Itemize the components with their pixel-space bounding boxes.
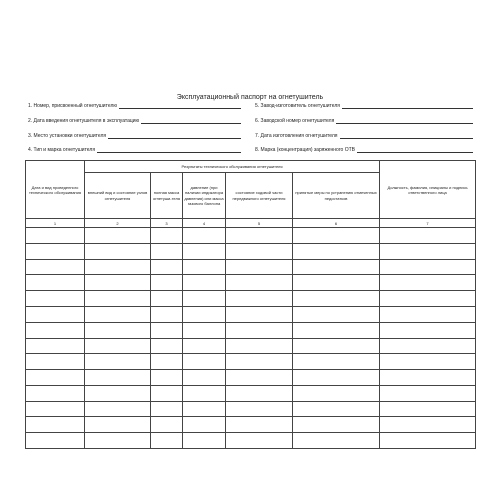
table-cell[interactable] xyxy=(293,338,380,354)
table-row xyxy=(26,259,476,275)
header-maintenance-results: Результаты технического обслуживания огнетушителя xyxy=(85,161,380,173)
field-type-label: 4. Тип и марка огнетушителя xyxy=(28,147,96,153)
table-cell[interactable] xyxy=(293,401,380,417)
header-pressure: давление (при наличии индикатора давления) или масса газового баллона xyxy=(183,172,226,219)
table-cell[interactable] xyxy=(183,259,226,275)
table-cell[interactable] xyxy=(183,401,226,417)
field-location-input[interactable] xyxy=(108,133,241,139)
field-manufacture-date-label: 7. Дата изготовления огнетушителя xyxy=(255,133,338,139)
table-cell[interactable] xyxy=(183,243,226,259)
table-cell[interactable] xyxy=(85,338,151,354)
field-number-label: 1. Номер, присвоенный огнетушителю xyxy=(28,103,118,109)
table-cell[interactable] xyxy=(26,322,85,338)
table-row xyxy=(26,306,476,322)
table-cell[interactable] xyxy=(183,338,226,354)
table-cell[interactable] xyxy=(183,354,226,370)
table-row xyxy=(26,433,476,449)
table-cell[interactable] xyxy=(151,306,183,322)
table-cell[interactable] xyxy=(226,401,293,417)
table-cell[interactable] xyxy=(26,433,85,449)
table-cell[interactable] xyxy=(380,228,476,244)
table-cell[interactable] xyxy=(85,417,151,433)
column-number: 4 xyxy=(183,219,226,228)
column-number: 6 xyxy=(293,219,380,228)
table-cell[interactable] xyxy=(226,228,293,244)
table-cell[interactable] xyxy=(226,354,293,370)
field-serial-label: 6. Заводской номер огнетушителя xyxy=(255,118,335,124)
maintenance-table xyxy=(25,160,476,449)
table-cell[interactable] xyxy=(26,243,85,259)
table-cell[interactable] xyxy=(293,417,380,433)
table-cell[interactable] xyxy=(151,370,183,386)
table-cell[interactable] xyxy=(183,417,226,433)
table-cell[interactable] xyxy=(26,291,85,307)
column-number: 7 xyxy=(380,219,476,228)
table-cell[interactable] xyxy=(183,322,226,338)
table-cell[interactable] xyxy=(380,433,476,449)
table-cell[interactable] xyxy=(293,259,380,275)
table-cell[interactable] xyxy=(151,338,183,354)
header-total-mass: полная масса огнетуши-теля xyxy=(151,172,183,219)
header-responsible-signature: Должность, фамилия, инициалы и подпись ответственного лица xyxy=(380,161,476,219)
field-type xyxy=(28,147,241,153)
table-cell[interactable] xyxy=(380,354,476,370)
table-cell[interactable] xyxy=(293,275,380,291)
table-cell[interactable] xyxy=(151,243,183,259)
column-number-row xyxy=(26,219,476,228)
table-cell[interactable] xyxy=(151,275,183,291)
table-cell[interactable] xyxy=(183,370,226,386)
table-row xyxy=(26,228,476,244)
table-cell[interactable] xyxy=(151,291,183,307)
table-cell[interactable] xyxy=(380,306,476,322)
table-row xyxy=(26,243,476,259)
table-cell[interactable] xyxy=(293,243,380,259)
table-cell[interactable] xyxy=(85,306,151,322)
document-title: Эксплуатационный паспорт на огнетушитель xyxy=(176,94,324,101)
table-cell[interactable] xyxy=(226,417,293,433)
table-cell[interactable] xyxy=(380,385,476,401)
table-cell[interactable] xyxy=(183,433,226,449)
table-cell[interactable] xyxy=(183,275,226,291)
table-cell[interactable] xyxy=(151,228,183,244)
table-cell[interactable] xyxy=(85,243,151,259)
table-cell[interactable] xyxy=(293,370,380,386)
table-cell[interactable] xyxy=(183,385,226,401)
table-row xyxy=(26,385,476,401)
table-cell[interactable] xyxy=(226,338,293,354)
field-commission-date-label: 2. Дата введения огнетушителя в эксплуатацию xyxy=(28,118,140,124)
table-cell[interactable] xyxy=(85,275,151,291)
field-commission-date-input[interactable] xyxy=(141,118,241,124)
table-cell[interactable] xyxy=(151,322,183,338)
table-cell[interactable] xyxy=(293,433,380,449)
table-row xyxy=(26,354,476,370)
table-cell[interactable] xyxy=(26,306,85,322)
table-cell[interactable] xyxy=(85,370,151,386)
table-cell[interactable] xyxy=(226,322,293,338)
field-manufacturer-input[interactable] xyxy=(342,103,473,109)
table-row xyxy=(26,370,476,386)
table-cell[interactable] xyxy=(380,291,476,307)
column-number: 1 xyxy=(26,219,85,228)
table-cell[interactable] xyxy=(293,354,380,370)
table-cell[interactable] xyxy=(151,385,183,401)
table-cell[interactable] xyxy=(183,291,226,307)
field-manufacturer xyxy=(255,103,473,109)
table-cell[interactable] xyxy=(151,401,183,417)
table-cell[interactable] xyxy=(380,338,476,354)
table-cell[interactable] xyxy=(26,354,85,370)
table-cell[interactable] xyxy=(293,228,380,244)
field-location xyxy=(28,133,241,139)
column-number: 5 xyxy=(226,219,293,228)
table-cell[interactable] xyxy=(293,385,380,401)
table-cell[interactable] xyxy=(85,385,151,401)
table-cell[interactable] xyxy=(26,417,85,433)
field-type-input[interactable] xyxy=(97,147,241,153)
field-agent-grade-input[interactable] xyxy=(357,147,473,153)
table-cell[interactable] xyxy=(380,401,476,417)
header-running-gear: состояние ходовой части передвижного огнетушителя xyxy=(226,172,293,219)
table-cell[interactable] xyxy=(380,370,476,386)
field-number xyxy=(28,103,241,109)
table-cell[interactable] xyxy=(85,322,151,338)
table-cell[interactable] xyxy=(26,338,85,354)
table-cell[interactable] xyxy=(226,433,293,449)
table-cell[interactable] xyxy=(183,228,226,244)
table-cell[interactable] xyxy=(85,354,151,370)
table-cell[interactable] xyxy=(380,322,476,338)
table-row xyxy=(26,291,476,307)
field-serial-input[interactable] xyxy=(336,118,473,124)
header-corrective-measures: принятые меры по устранению отмеченных недостатков xyxy=(293,172,380,219)
table-cell[interactable] xyxy=(26,259,85,275)
header-appearance: внешний вид и состояние узлов огнетушителя xyxy=(85,172,151,219)
table-row xyxy=(26,322,476,338)
table-cell[interactable] xyxy=(85,291,151,307)
field-manufacture-date xyxy=(255,133,473,139)
table-cell[interactable] xyxy=(151,354,183,370)
table-cell[interactable] xyxy=(293,322,380,338)
field-manufacturer-label: 5. Завод-изготовитель огнетушителя xyxy=(255,103,341,109)
table-cell[interactable] xyxy=(26,370,85,386)
header-date-type: Дата и вид проведенного технического обслуживания xyxy=(26,161,85,219)
column-number: 3 xyxy=(151,219,183,228)
table-cell[interactable] xyxy=(151,433,183,449)
table-cell[interactable] xyxy=(380,259,476,275)
table-cell[interactable] xyxy=(226,243,293,259)
table-cell[interactable] xyxy=(26,385,85,401)
table-cell[interactable] xyxy=(183,306,226,322)
field-agent-grade xyxy=(255,147,473,153)
table-cell[interactable] xyxy=(226,259,293,275)
field-manufacture-date-input[interactable] xyxy=(340,133,474,139)
table-row xyxy=(26,417,476,433)
table-cell[interactable] xyxy=(293,306,380,322)
table-cell[interactable] xyxy=(293,291,380,307)
table-cell[interactable] xyxy=(380,417,476,433)
table-cell[interactable] xyxy=(85,433,151,449)
table-cell[interactable] xyxy=(226,370,293,386)
table-cell[interactable] xyxy=(380,243,476,259)
table-cell[interactable] xyxy=(151,259,183,275)
table-cell[interactable] xyxy=(226,275,293,291)
table-cell[interactable] xyxy=(380,275,476,291)
table-cell[interactable] xyxy=(26,401,85,417)
table-cell[interactable] xyxy=(85,228,151,244)
table-cell[interactable] xyxy=(26,228,85,244)
table-cell[interactable] xyxy=(26,275,85,291)
table-cell[interactable] xyxy=(85,259,151,275)
field-commission-date xyxy=(28,118,241,124)
table-row xyxy=(26,401,476,417)
table-row xyxy=(26,275,476,291)
field-serial xyxy=(255,118,473,124)
table-cell[interactable] xyxy=(151,417,183,433)
field-number-input[interactable] xyxy=(119,103,241,109)
table-cell[interactable] xyxy=(226,291,293,307)
table-row xyxy=(26,338,476,354)
field-location-label: 3. Место установки огнетушителя xyxy=(28,133,107,139)
table-cell[interactable] xyxy=(226,385,293,401)
table-cell[interactable] xyxy=(226,306,293,322)
field-agent-grade-label: 8. Марка (концентрация) заряженного ОТВ xyxy=(255,147,355,153)
column-number: 2 xyxy=(85,219,151,228)
table-cell[interactable] xyxy=(85,401,151,417)
